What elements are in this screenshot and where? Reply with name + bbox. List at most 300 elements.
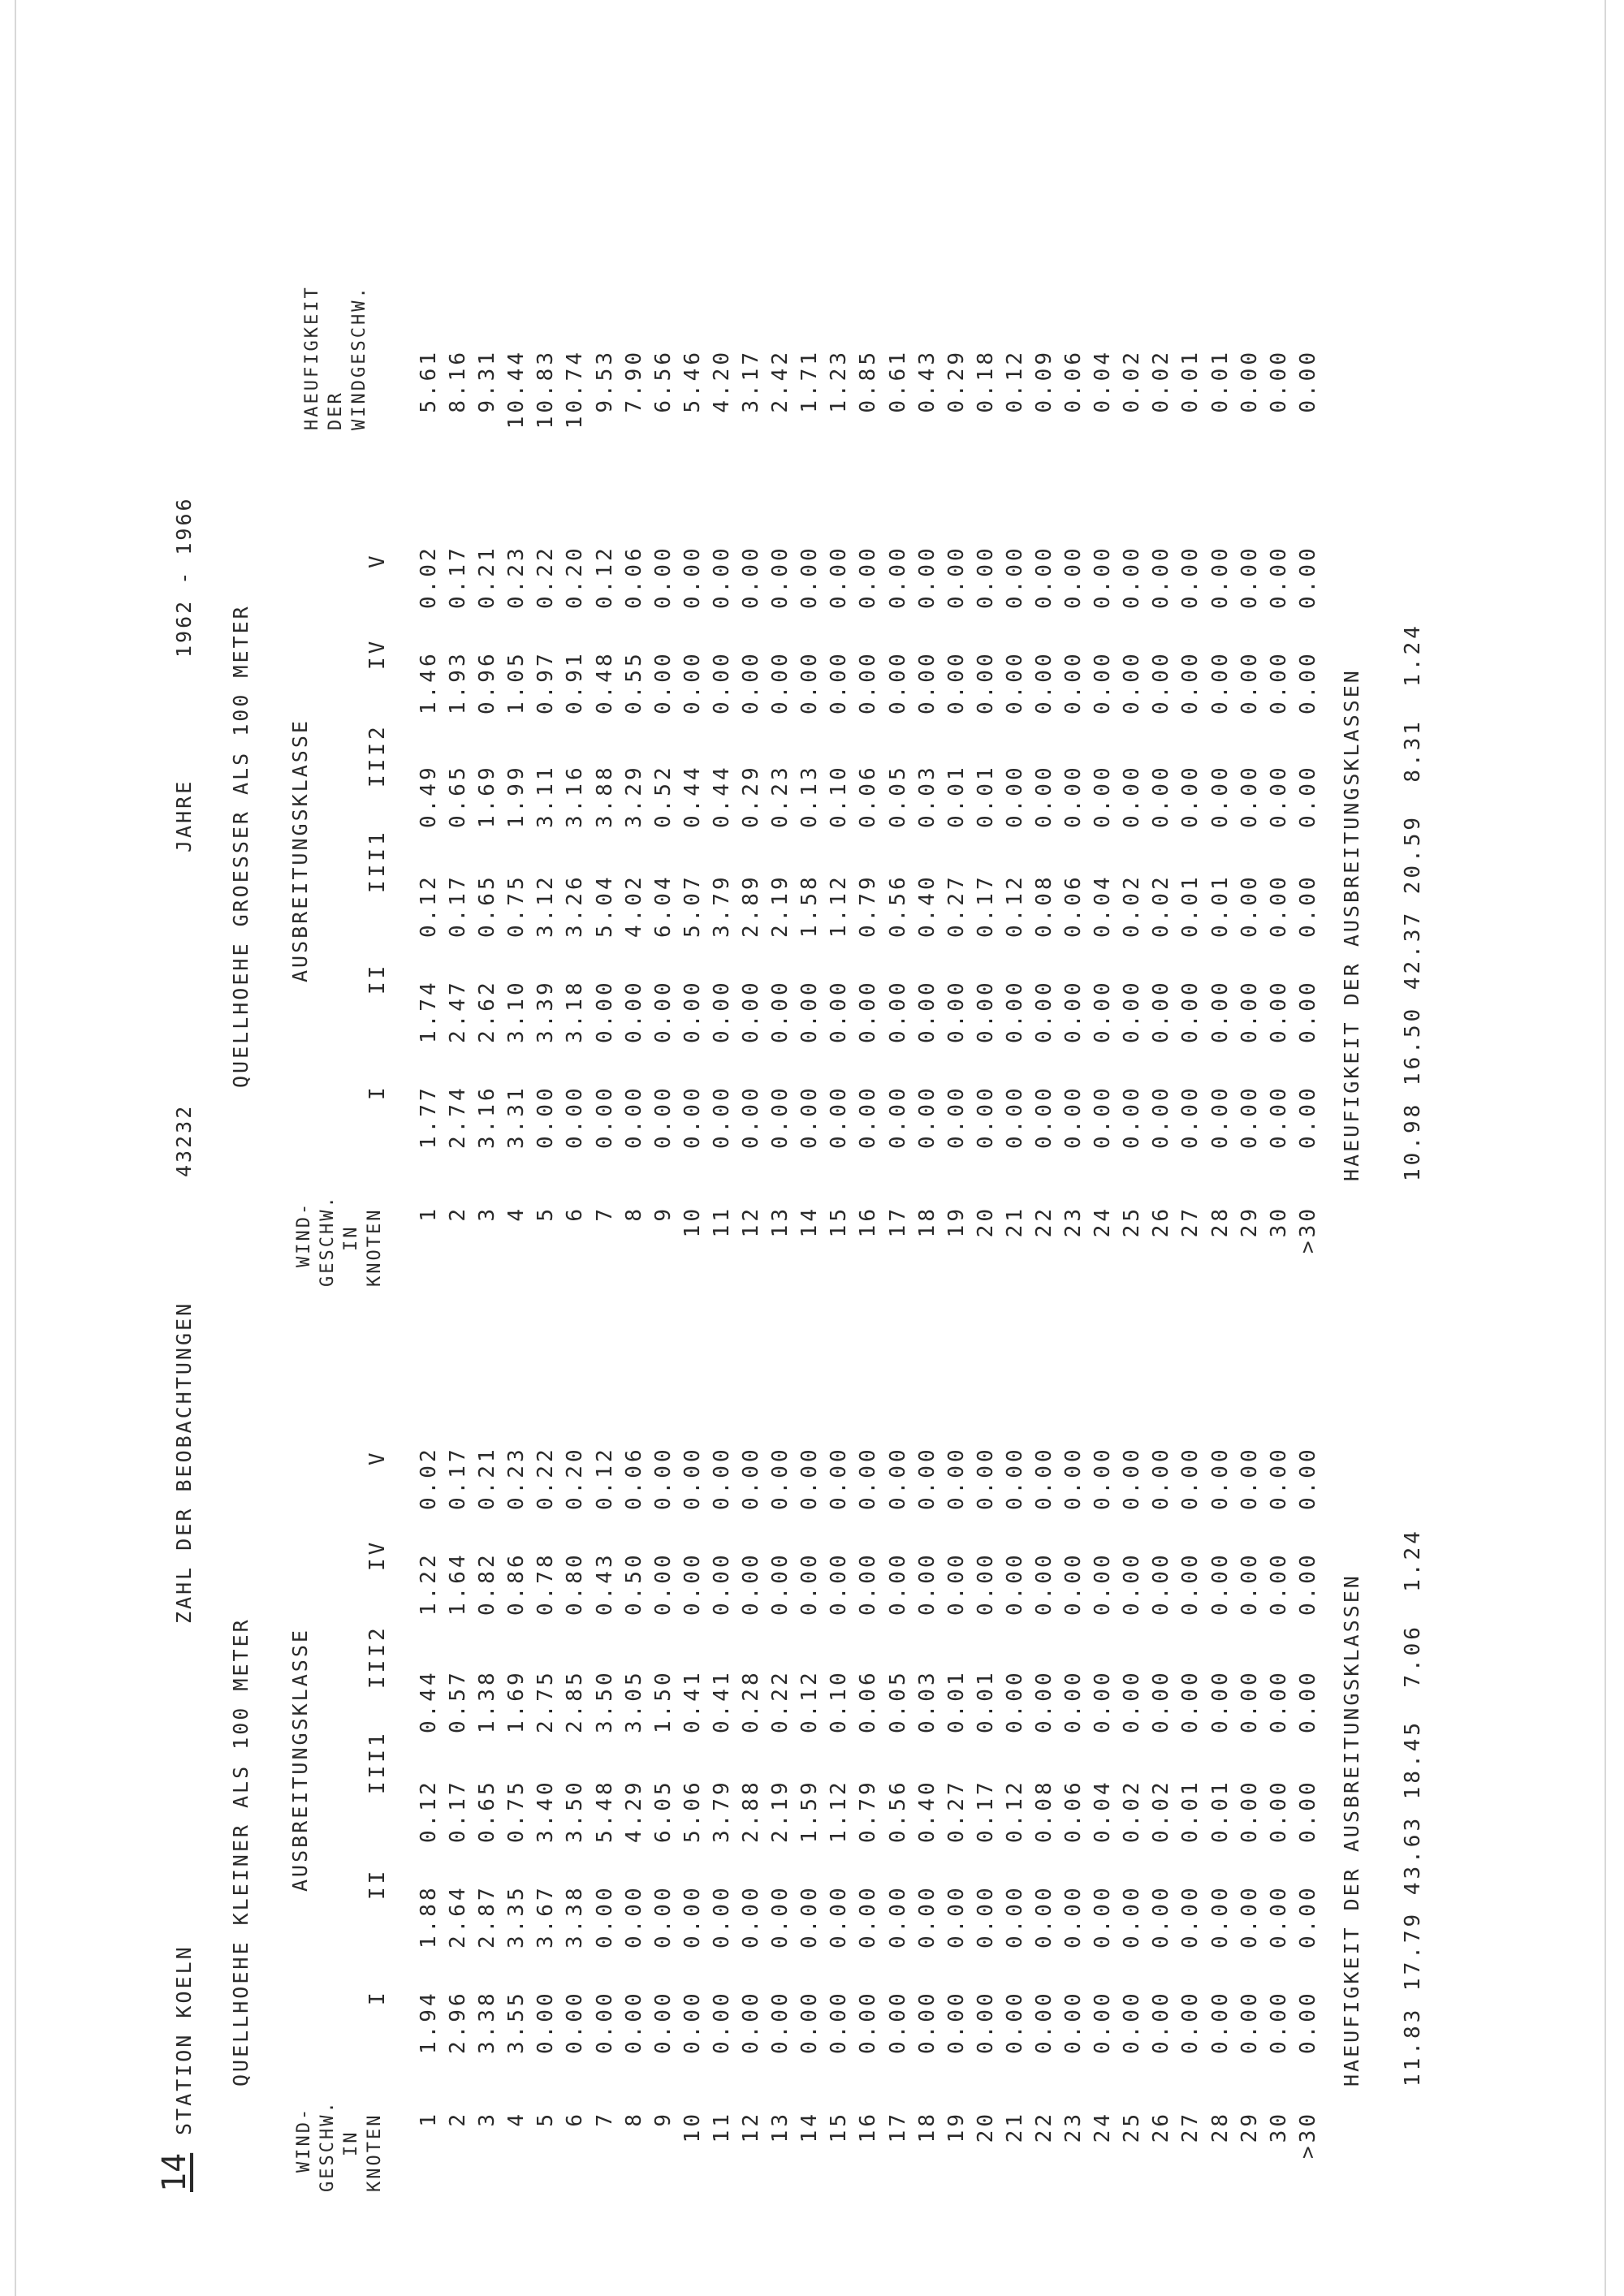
table-cell: 0.01: [944, 1669, 969, 1733]
table-cell: 0.00: [621, 979, 646, 1043]
table-cell: 3.26: [563, 874, 588, 938]
wind-speed-cell: 27: [1178, 1206, 1203, 1238]
right-class-III2-column: [414, 764, 1323, 828]
wind-head-line: KNOTEN: [365, 2113, 385, 2192]
table-cell: 0.91: [563, 650, 588, 714]
table-cell: 0.00: [650, 650, 676, 714]
table-cell: 0.00: [1266, 979, 1291, 1043]
table-cell: 0.00: [739, 1085, 764, 1149]
table-cell: 0.00: [914, 1884, 939, 1949]
table-cell: 0.00: [944, 979, 969, 1043]
table-cell: 0.00: [650, 1884, 676, 1949]
right-col-header-V: V: [365, 552, 390, 568]
table-cell: 0.00: [1120, 1669, 1145, 1733]
table-cell: 0.00: [739, 545, 764, 609]
table-cell: 0.12: [592, 1446, 617, 1510]
table-cell: 2.75: [533, 1669, 559, 1733]
years-label: JAHRE: [172, 779, 196, 852]
table-cell: 0.00: [1091, 545, 1116, 609]
table-cell: 0.10: [827, 764, 852, 828]
table-cell: 0.00: [1120, 650, 1145, 714]
table-cell: 0.00: [1149, 1669, 1174, 1733]
table-cell: 0.00: [1237, 650, 1262, 714]
table-cell: 0.01: [1207, 874, 1233, 938]
table-cell: 0.22: [533, 545, 559, 609]
table-cell: 1.05: [504, 650, 529, 714]
table-cell: 0.00: [1002, 1884, 1027, 1949]
wind-speed-cell: 19: [944, 2111, 969, 2143]
table-cell: 0.00: [768, 1446, 793, 1510]
table-cell: 3.10: [504, 979, 529, 1043]
wind-speed-cell: 25: [1120, 1206, 1145, 1238]
wind-speed-cell: 16: [856, 1206, 881, 1238]
table-cell: 0.22: [533, 1446, 559, 1510]
table-cell: 0.00: [1061, 1990, 1086, 2054]
table-cell: 6.05: [650, 1779, 676, 1843]
table-cell: 0.80: [563, 1552, 588, 1616]
table-cell: 0.00: [1120, 1085, 1145, 1149]
table-cell: 0.00: [1266, 1085, 1291, 1149]
table-cell: 0.00: [739, 650, 764, 714]
observations-label: ZAHL DER BEOBACHTUNGEN: [172, 1301, 196, 1624]
table-cell: 0.43: [592, 1552, 617, 1616]
table-cell: 3.38: [475, 1990, 500, 2054]
freq-head-line: WINDGESCHW.: [349, 285, 369, 430]
right-wind-speed-column: [414, 1206, 1323, 1262]
table-cell: 0.00: [1295, 874, 1320, 938]
wind-speed-cell: 3: [475, 1206, 500, 1222]
table-cell: 0.00: [944, 1552, 969, 1616]
table-cell: 0.23: [504, 1446, 529, 1510]
table-cell: 0.00: [856, 1085, 881, 1149]
table-cell: 0.79: [856, 1779, 881, 1843]
table-cell: 1.94: [417, 1990, 441, 2054]
table-cell: 0.00: [944, 1884, 969, 1949]
table-cell: 0.00: [650, 1446, 676, 1510]
table-cell: 0.00: [973, 1446, 998, 1510]
table-cell: 0.00: [1266, 1884, 1291, 1949]
table-cell: 0.00: [797, 979, 823, 1043]
table-cell: 3.31: [504, 1085, 529, 1149]
table-cell: 0.02: [1120, 874, 1145, 938]
table-cell: 0.00: [1031, 1085, 1056, 1149]
left-spread-class-label: AUSBREITUNGSKLASSE: [288, 1628, 312, 1892]
table-cell: 0.01: [973, 764, 998, 828]
scan-edge-left: [15, 0, 16, 2296]
table-cell: 0.00: [1061, 1552, 1086, 1616]
left-col-header-IV: IV: [365, 1539, 390, 1571]
observations-value: 43232: [172, 1103, 196, 1177]
table-cell: 0.00: [1120, 1446, 1145, 1510]
table-cell: 0.00: [1149, 545, 1174, 609]
left-class-III2-column: [414, 1669, 1323, 1733]
table-cell: 0.00: [973, 979, 998, 1043]
wind-speed-cell: 30: [1266, 2111, 1291, 2143]
table-cell: 0.23: [768, 764, 793, 828]
table-cell: 0.21: [475, 1446, 500, 1510]
table-cell: 0.00: [1031, 1669, 1056, 1733]
table-cell: 0.00: [1178, 545, 1203, 609]
right-col-header-III2: III2: [365, 723, 390, 788]
table-cell: 0.00: [1031, 979, 1056, 1043]
table-cell: 0.02: [1120, 1779, 1145, 1843]
table-cell: 0.00: [1237, 979, 1262, 1043]
table-cell: 0.56: [885, 1779, 910, 1843]
table-cell: 0.00: [973, 1990, 998, 2054]
table-cell: 0.00: [1061, 1884, 1086, 1949]
left-table-title: QUELLHOEHE KLEINER ALS 100 METER: [229, 1617, 253, 2087]
wind-speed-cell: 30: [1266, 1206, 1291, 1238]
table-cell: 0.00: [768, 1884, 793, 1949]
table-cell: 0.00: [768, 1085, 793, 1149]
right-class-I-column: [414, 1085, 1323, 1149]
table-cell: 0.01: [973, 1669, 998, 1733]
wind-speed-cell: 22: [1031, 2111, 1056, 2143]
wind-speed-cell: 14: [797, 1206, 823, 1238]
wind-speed-cell: 14: [797, 2111, 823, 2143]
table-cell: 2.88: [739, 1779, 764, 1843]
frequency-cell: 0.85: [856, 349, 881, 413]
wind-speed-cell: 17: [885, 2111, 910, 2143]
table-cell: 0.00: [621, 1990, 646, 2054]
table-cell: 0.00: [1295, 1552, 1320, 1616]
table-cell: 0.00: [1149, 1990, 1174, 2054]
table-cell: 1.93: [446, 650, 471, 714]
table-cell: 0.00: [650, 979, 676, 1043]
wind-speed-cell: 18: [914, 1206, 939, 1238]
table-cell: 0.00: [1061, 1669, 1086, 1733]
table-cell: 0.00: [650, 1552, 676, 1616]
table-cell: 0.01: [944, 764, 969, 828]
wind-speed-cell: 8: [621, 2111, 646, 2127]
table-cell: 0.55: [621, 650, 646, 714]
frequency-cell: 0.02: [1120, 349, 1145, 413]
table-cell: 0.41: [680, 1669, 705, 1733]
table-cell: 0.00: [650, 545, 676, 609]
table-cell: 0.00: [1207, 979, 1233, 1043]
table-cell: 3.38: [563, 1884, 588, 1949]
table-cell: 0.44: [680, 764, 705, 828]
table-cell: 0.00: [797, 545, 823, 609]
table-cell: 3.35: [504, 1884, 529, 1949]
table-cell: 0.75: [504, 1779, 529, 1843]
wind-speed-cell: 4: [504, 1206, 529, 1222]
table-cell: 0.75: [504, 874, 529, 938]
table-cell: 0.00: [1002, 979, 1027, 1043]
table-cell: 0.00: [1266, 874, 1291, 938]
wind-speed-cell: 18: [914, 2111, 939, 2143]
table-cell: 3.55: [504, 1990, 529, 2054]
wind-speed-cell: 28: [1207, 1206, 1233, 1238]
table-cell: 0.17: [446, 1779, 471, 1843]
table-cell: 0.00: [885, 1446, 910, 1510]
table-cell: 0.02: [1149, 874, 1174, 938]
wind-speed-cell: 12: [739, 2111, 764, 2143]
table-cell: 0.00: [827, 1085, 852, 1149]
wind-speed-cell: 4: [504, 2111, 529, 2127]
table-cell: 0.00: [1295, 1085, 1320, 1149]
frequency-cell: 0.02: [1149, 349, 1174, 413]
table-cell: 0.65: [446, 764, 471, 828]
wind-speed-cell: 15: [827, 1206, 852, 1238]
table-cell: 1.59: [797, 1779, 823, 1843]
table-cell: 0.00: [973, 650, 998, 714]
table-cell: 0.40: [914, 874, 939, 938]
left-totals-values: 11.83 17.79 43.63 18.45 7.06 1.24: [1401, 1528, 1425, 2087]
table-cell: 0.03: [914, 1669, 939, 1733]
table-cell: 0.00: [797, 1884, 823, 1949]
table-cell: 0.02: [417, 545, 441, 609]
table-cell: 0.00: [680, 1085, 705, 1149]
left-class-III1-column: [414, 1779, 1323, 1843]
wind-speed-cell: 20: [973, 1206, 998, 1238]
wind-speed-cell: 16: [856, 2111, 881, 2143]
table-cell: 0.00: [533, 1990, 559, 2054]
wind-speed-cell: 23: [1061, 1206, 1086, 1238]
table-cell: 0.00: [1002, 650, 1027, 714]
table-cell: 0.27: [944, 1779, 969, 1843]
table-cell: 0.00: [1207, 1085, 1233, 1149]
table-cell: 0.52: [650, 764, 676, 828]
table-cell: 1.74: [417, 979, 441, 1043]
left-col-header-III2: III2: [365, 1625, 390, 1689]
left-wind-header: [292, 2100, 387, 2192]
table-cell: 0.00: [797, 1990, 823, 2054]
table-cell: 0.00: [1120, 1884, 1145, 1949]
wind-speed-cell: 1: [417, 1206, 441, 1222]
table-cell: 0.00: [621, 1884, 646, 1949]
table-cell: 4.29: [621, 1779, 646, 1843]
table-cell: 0.44: [709, 764, 734, 828]
table-cell: 0.00: [1120, 545, 1145, 609]
table-cell: 0.00: [1237, 545, 1262, 609]
table-cell: 0.00: [1266, 1779, 1291, 1843]
table-cell: 2.19: [768, 1779, 793, 1843]
frequency-cell: 9.31: [475, 349, 500, 413]
table-cell: 0.27: [944, 874, 969, 938]
frequency-cell: 7.90: [621, 349, 646, 413]
table-cell: 0.00: [1207, 1552, 1233, 1616]
table-cell: 0.23: [504, 545, 529, 609]
frequency-cell: 0.00: [1266, 349, 1291, 413]
table-cell: 0.00: [1266, 1669, 1291, 1733]
table-cell: 0.00: [1178, 1085, 1203, 1149]
table-cell: 0.00: [739, 1884, 764, 1949]
table-cell: 0.00: [856, 1990, 881, 2054]
table-cell: 2.96: [446, 1990, 471, 2054]
table-cell: 0.00: [1031, 1552, 1056, 1616]
table-cell: 0.00: [1091, 1669, 1116, 1733]
table-cell: 3.79: [709, 1779, 734, 1843]
table-cell: 0.00: [1237, 1446, 1262, 1510]
table-cell: 0.96: [475, 650, 500, 714]
wind-head-line: KNOTEN: [365, 1207, 385, 1287]
table-cell: 0.00: [856, 1884, 881, 1949]
right-col-header-II: II: [365, 962, 390, 995]
wind-frequency-column: [414, 349, 1323, 447]
table-cell: 3.29: [621, 764, 646, 828]
table-cell: 0.00: [1207, 1990, 1233, 2054]
table-cell: 1.69: [475, 764, 500, 828]
table-cell: 0.00: [827, 979, 852, 1043]
table-cell: 3.88: [592, 764, 617, 828]
left-col-header-I: I: [365, 1989, 390, 2005]
table-cell: 0.00: [1120, 764, 1145, 828]
table-cell: 2.89: [739, 874, 764, 938]
table-cell: 0.00: [1031, 764, 1056, 828]
table-cell: 0.00: [973, 1884, 998, 1949]
table-cell: 0.00: [592, 1884, 617, 1949]
table-cell: 0.00: [1031, 1446, 1056, 1510]
table-cell: 1.58: [797, 874, 823, 938]
frequency-cell: 0.01: [1178, 349, 1203, 413]
table-cell: 0.00: [1149, 764, 1174, 828]
right-table-title: QUELLHOEHE GROESSER ALS 100 METER: [229, 604, 253, 1088]
table-cell: 0.00: [914, 650, 939, 714]
table-cell: 0.00: [709, 979, 734, 1043]
left-col-header-II: II: [365, 1867, 390, 1900]
table-cell: 0.00: [1207, 1884, 1233, 1949]
table-cell: 0.04: [1091, 874, 1116, 938]
table-cell: 0.08: [1031, 1779, 1056, 1843]
table-cell: 0.48: [592, 650, 617, 714]
table-cell: 3.16: [563, 764, 588, 828]
table-cell: 0.00: [1120, 979, 1145, 1043]
frequency-cell: 9.53: [592, 349, 617, 413]
table-cell: 0.17: [973, 1779, 998, 1843]
table-cell: 0.00: [768, 1990, 793, 2054]
wind-speed-cell: 8: [621, 1206, 646, 1222]
table-cell: 0.00: [1091, 979, 1116, 1043]
right-col-header-III1: III1: [365, 829, 390, 893]
wind-speed-cell: 13: [768, 2111, 793, 2143]
table-cell: 0.00: [1237, 1884, 1262, 1949]
left-wind-speed-column: [414, 2111, 1323, 2168]
table-cell: 0.00: [563, 1085, 588, 1149]
table-cell: 0.00: [914, 1085, 939, 1149]
table-cell: 0.00: [1207, 545, 1233, 609]
table-cell: 0.12: [592, 545, 617, 609]
table-cell: 0.06: [621, 1446, 646, 1510]
wind-speed-cell: 20: [973, 2111, 998, 2143]
table-cell: 0.00: [797, 1552, 823, 1616]
table-cell: 3.50: [592, 1669, 617, 1733]
table-cell: 0.78: [533, 1552, 559, 1616]
table-cell: 0.00: [768, 979, 793, 1043]
table-cell: 0.00: [914, 979, 939, 1043]
wind-speed-cell: 1: [417, 2111, 441, 2127]
table-cell: 0.00: [680, 1884, 705, 1949]
table-cell: 0.00: [856, 979, 881, 1043]
frequency-cell: 0.29: [944, 349, 969, 413]
table-cell: 0.00: [709, 545, 734, 609]
table-cell: 0.00: [1002, 1085, 1027, 1149]
table-cell: 0.00: [1031, 1990, 1056, 2054]
table-cell: 0.00: [1266, 650, 1291, 714]
table-cell: 0.00: [1091, 1552, 1116, 1616]
frequency-cell: 0.18: [973, 349, 998, 413]
wind-head-line: IN: [341, 1224, 361, 1251]
table-cell: 0.00: [827, 1884, 852, 1949]
table-cell: 1.38: [475, 1669, 500, 1733]
table-cell: 1.77: [417, 1085, 441, 1149]
right-totals-label: HAEUFIGKEIT DER AUSBREITUNGSKLASSEN: [1340, 668, 1363, 1181]
frequency-cell: 10.74: [563, 349, 588, 429]
table-cell: 0.00: [1178, 650, 1203, 714]
left-class-II-column: [414, 1884, 1323, 1949]
table-cell: 5.48: [592, 1779, 617, 1843]
table-cell: 0.00: [1061, 1446, 1086, 1510]
wind-speed-cell: 17: [885, 1206, 910, 1238]
table-cell: 1.12: [827, 1779, 852, 1843]
table-cell: 0.00: [827, 650, 852, 714]
frequency-cell: 1.71: [797, 349, 823, 413]
table-cell: 0.57: [446, 1669, 471, 1733]
wind-speed-cell: 11: [709, 2111, 734, 2143]
table-cell: 0.00: [1295, 650, 1320, 714]
table-cell: 3.16: [475, 1085, 500, 1149]
table-cell: 0.00: [1091, 650, 1116, 714]
wind-speed-cell: 5: [533, 2111, 559, 2127]
table-cell: 0.00: [680, 979, 705, 1043]
frequency-cell: 10.44: [504, 349, 529, 429]
table-cell: 2.64: [446, 1884, 471, 1949]
table-cell: 0.00: [1295, 545, 1320, 609]
table-cell: 0.00: [1178, 1990, 1203, 2054]
table-cell: 0.13: [797, 764, 823, 828]
frequency-cell: 5.46: [680, 349, 705, 413]
station-title: STATION KOELN: [172, 1944, 196, 2135]
table-cell: 0.12: [1002, 874, 1027, 938]
right-wind-header: [292, 1194, 387, 1287]
wind-speed-cell: 13: [768, 1206, 793, 1238]
freq-head-line: HAEUFIGKEIT: [302, 285, 322, 430]
right-totals-values: 10.98 16.50 42.37 20.59 8.31 1.24: [1401, 623, 1425, 1181]
wind-speed-cell: 21: [1002, 1206, 1027, 1238]
table-cell: 0.00: [973, 1552, 998, 1616]
table-cell: 0.00: [739, 1990, 764, 2054]
table-cell: 0.00: [944, 1446, 969, 1510]
table-cell: 0.50: [621, 1552, 646, 1616]
table-cell: 0.49: [417, 764, 441, 828]
table-cell: 0.05: [885, 1669, 910, 1733]
left-col-header-III1: III1: [365, 1730, 390, 1794]
table-cell: 2.19: [768, 874, 793, 938]
table-cell: 0.20: [563, 545, 588, 609]
table-cell: 0.00: [1237, 1669, 1262, 1733]
table-cell: 0.00: [768, 1552, 793, 1616]
table-cell: 0.00: [592, 1085, 617, 1149]
right-class-II-column: [414, 979, 1323, 1043]
wind-speed-cell: 10: [680, 2111, 705, 2143]
table-cell: 0.21: [475, 545, 500, 609]
table-cell: 0.00: [1178, 764, 1203, 828]
table-cell: 0.00: [914, 545, 939, 609]
table-cell: 0.00: [1149, 1884, 1174, 1949]
frequency-cell: 1.23: [827, 349, 852, 413]
table-cell: 0.00: [885, 979, 910, 1043]
table-cell: 0.65: [475, 874, 500, 938]
table-cell: 0.00: [885, 1552, 910, 1616]
wind-head-line: WIND-: [294, 2106, 314, 2173]
table-cell: 0.00: [1091, 764, 1116, 828]
wind-speed-cell: 28: [1207, 2111, 1233, 2143]
page-number: 14: [156, 2152, 193, 2192]
freq-head-line: DER: [326, 391, 346, 430]
table-cell: 0.00: [885, 650, 910, 714]
table-cell: 0.00: [885, 1884, 910, 1949]
table-cell: 0.22: [768, 1669, 793, 1733]
